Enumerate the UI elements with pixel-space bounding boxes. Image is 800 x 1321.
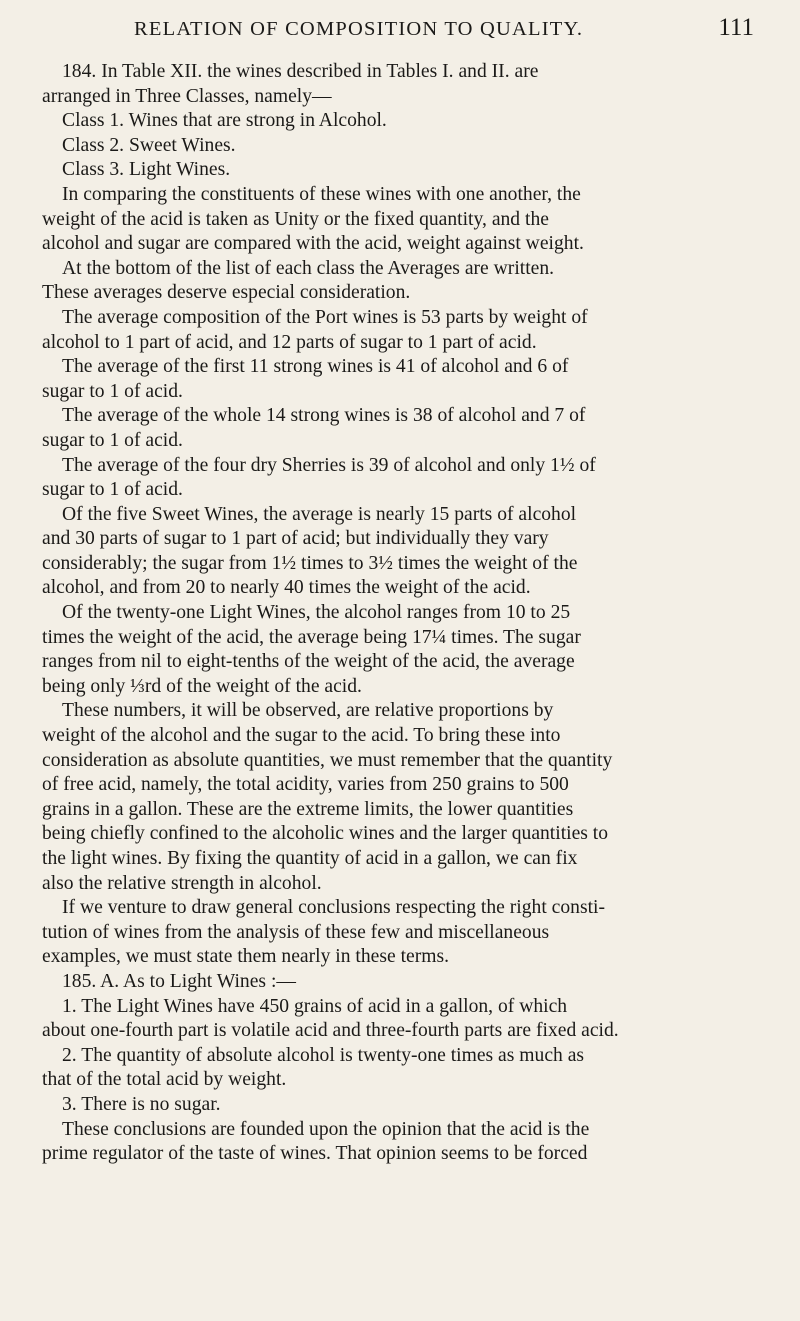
page-header: [42, 0, 758, 60]
text-line: In comparing the constituents of these wines with one another, the: [62, 183, 581, 205]
text-line: weight of the alcohol and the sugar to the acid. To bring these into: [42, 725, 561, 747]
text-line: about one-fourth part is volatile acid and three-fourth parts are fixed acid.: [42, 1020, 619, 1042]
text-line: that of the total acid by weight.: [42, 1069, 287, 1091]
text-line: These conclusions are founded upon the opinion that the acid is the: [62, 1118, 590, 1140]
text-line: weight of the acid is taken as Unity or the fixed quantity, and the: [42, 208, 549, 230]
text-line: Class 1. Wines that are strong in Alcohol.: [62, 110, 387, 132]
text-line: sugar to 1 of acid.: [42, 380, 183, 402]
text-line: tution of wines from the analysis of these few and miscellaneous: [42, 921, 550, 943]
book-page: [42, 0, 758, 1167]
text-line: 3. There is no sugar.: [62, 1093, 221, 1115]
text-line: being only ⅓rd of the weight of the acid.: [42, 675, 362, 697]
text-line: Class 2. Sweet Wines.: [62, 134, 236, 156]
running-head: RELATION OF COMPOSITION TO QUALITY.: [134, 18, 584, 40]
text-line: arranged in Three Classes, namely—: [42, 85, 332, 107]
text-line: of free acid, namely, the total acidity, varies from 250 grains to 500: [42, 774, 569, 796]
text-line: grains in a gallon. These are the extreme limits, the lower quantities: [42, 798, 574, 820]
text-line: considerably; the sugar from 1½ times to 3½ times the weight of the: [42, 552, 578, 574]
text-line: The average of the whole 14 strong wines is 38 of alcohol and 7 of: [62, 405, 586, 427]
text-line: At the bottom of the list of each class the Averages are written.: [62, 257, 555, 279]
text-line: 1. The Light Wines have 450 grains of acid in a gallon, of which: [62, 995, 568, 1017]
text-line: alcohol, and from 20 to nearly 40 times the weight of the acid.: [42, 577, 531, 599]
text-line: alcohol to 1 part of acid, and 12 parts of sugar to 1 part of acid.: [42, 331, 537, 353]
text-line: examples, we must state them nearly in these terms.: [42, 946, 450, 968]
text-line: The average of the four dry Sherries is 39 of alcohol and only 1½ of: [62, 454, 596, 476]
text-line: Of the twenty-one Light Wines, the alcohol ranges from 10 to 25: [62, 602, 571, 624]
text-line: Class 3. Light Wines.: [62, 159, 231, 181]
text-line: times the weight of the acid, the average being 17¼ times. The sugar: [42, 626, 581, 648]
text-line: 185. A. As to Light Wines :—: [62, 970, 296, 992]
page-number: 111: [718, 14, 754, 41]
text-line: consideration as absolute quantities, we must remember that the quantity: [42, 749, 613, 771]
text-line: prime regulator of the taste of wines. That opinion seems to be forced: [42, 1143, 588, 1165]
text-line: If we venture to draw general conclusions respecting the right consti-: [62, 897, 605, 919]
text-line: Of the five Sweet Wines, the average is nearly 15 parts of alcohol: [62, 503, 577, 525]
text-line: alcohol and sugar are compared with the acid, weight against weight.: [42, 233, 584, 255]
text-line: These averages deserve especial consideration.: [42, 282, 411, 304]
text-line: The average composition of the Port wines is 53 parts by weight of: [62, 306, 588, 328]
text-line: and 30 parts of sugar to 1 part of acid; but individually they vary: [42, 528, 549, 550]
text-line: also the relative strength in alcohol.: [42, 872, 322, 894]
text-line: being chiefly confined to the alcoholic wines and the larger quantities to: [42, 823, 609, 845]
text-line: 184. In Table XII. the wines described in Tables I. and II. are: [62, 61, 539, 82]
text-line: sugar to 1 of acid.: [42, 479, 183, 501]
text-line: The average of the first 11 strong wines is 41 of alcohol and 6 of: [62, 356, 569, 378]
text-line: 2. The quantity of absolute alcohol is twenty-one times as much as: [62, 1044, 585, 1066]
text-line: These numbers, it will be observed, are relative proportions by: [62, 700, 554, 722]
body-text: [42, 60, 758, 1167]
text-line: ranges from nil to eight-tenths of the weight of the acid, the average: [42, 651, 575, 673]
text-line: the light wines. By fixing the quantity of acid in a gallon, we can fix: [42, 848, 578, 869]
text-line: sugar to 1 of acid.: [42, 429, 183, 451]
